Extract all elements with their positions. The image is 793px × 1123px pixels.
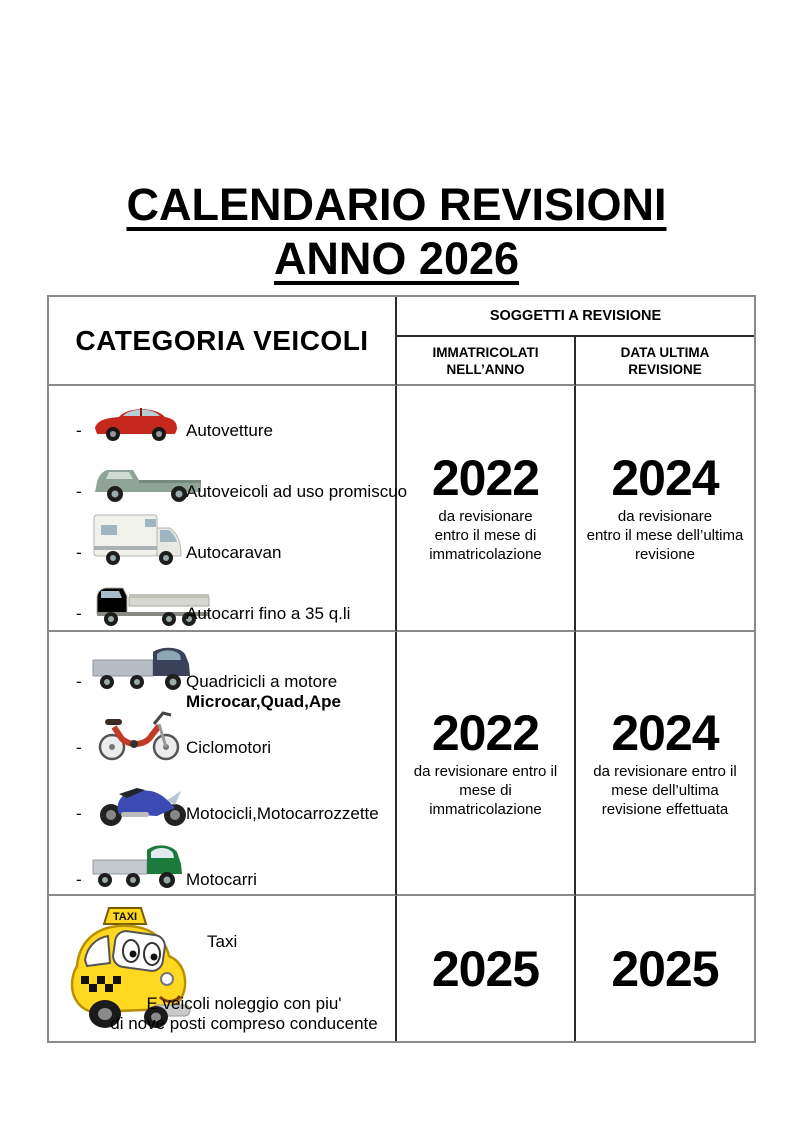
- page-title-line1: CALENDARIO REVISIONI: [126, 179, 667, 230]
- label-quadricicli: Quadricicli a motore Microcar,Quad,Ape: [186, 672, 341, 711]
- motorcycle-image: [89, 774, 195, 828]
- category-item-autovetture: [49, 388, 395, 449]
- category-item-motocicli: [49, 766, 395, 832]
- dash: -: [76, 738, 82, 757]
- row2-ultima-year: 2024: [611, 705, 719, 761]
- camper-image: [89, 511, 186, 567]
- row3-immatricolati-cell: [397, 896, 576, 1041]
- row1-ultima-year: 2024: [611, 450, 719, 506]
- page-title: [0, 178, 793, 286]
- category-item-ciclomotori: [49, 700, 395, 766]
- row-moto-categories: [49, 632, 397, 896]
- label-ciclomotori: Ciclomotori: [186, 738, 272, 757]
- row1-ultima-cell: [576, 386, 754, 632]
- header-immatricolati: IMMATRICOLATI NELL’ANNO: [397, 337, 576, 386]
- row1-immatricolati-cell: [397, 386, 576, 632]
- dash: -: [76, 421, 82, 440]
- label-autoveicoli-promiscuo: Autoveicoli ad uso promiscuo: [186, 482, 408, 501]
- label-motocicli: Motocicli,Motocarrozzette: [186, 804, 379, 823]
- row2-immatricolati-year: 2022: [431, 705, 540, 761]
- dash: -: [76, 604, 82, 623]
- label-motocarri: Motocarri: [186, 870, 257, 889]
- category-item-promiscuo: [49, 449, 408, 510]
- dash: -: [76, 870, 82, 889]
- row2-immatricolati-note: da revisionare entro il mese di immatricolazione: [413, 763, 558, 818]
- moped-image: [89, 706, 187, 762]
- row1-immatricolati-year: 2022: [431, 450, 540, 506]
- row1-ultima-note: da revisionare entro il mese dell’ultima revisione: [586, 508, 744, 563]
- row-auto-categories: [49, 386, 408, 632]
- row2-ultima-cell: [576, 632, 754, 896]
- category-item-quadricicli: [49, 634, 395, 711]
- taxi-sign-label: TAXI: [112, 911, 138, 923]
- row-taxi-category: [49, 896, 397, 1041]
- car-image: [89, 395, 181, 445]
- header-categoria-label: CATEGORIA VEICOLI: [75, 324, 369, 356]
- ape-image: [89, 840, 189, 894]
- header-categoria-veicoli: [49, 297, 397, 386]
- page-title-line2: ANNO 2026: [273, 233, 520, 284]
- dash: -: [76, 482, 82, 501]
- label-autocaravan: Autocaravan: [186, 543, 282, 562]
- header-data-ultima: DATA ULTIMA REVISIONE: [576, 337, 754, 386]
- label-autocarri: Autocarri fino a 35 q.li: [186, 604, 351, 623]
- row2-immatricolati-cell: [397, 632, 576, 896]
- quadricycle-image: [89, 642, 199, 696]
- category-item-autocarri: [49, 571, 395, 632]
- revision-table: [47, 295, 756, 1043]
- row2-ultima-note: da revisionare entro il mese dell’ultima revisione effettuata: [593, 763, 737, 818]
- header-soggetti-a-revisione: [397, 297, 754, 337]
- dash: -: [76, 543, 82, 562]
- row1-immatricolati-note: da revisionare entro il mese di immatricolazione: [429, 508, 542, 563]
- row3-immatricolati-year: 2025: [431, 940, 540, 997]
- dash: -: [76, 672, 82, 691]
- label-taxi: Taxi: [207, 932, 238, 951]
- dash: -: [76, 804, 82, 823]
- category-item-motocarri: [49, 832, 395, 898]
- label-autovetture: Autovetture: [186, 421, 273, 440]
- category-item-autocaravan: [49, 510, 395, 571]
- row3-ultima-cell: [576, 896, 754, 1041]
- label-taxi-noleggio: E veicoli noleggio con piu' di nove posti compreso conducente: [110, 994, 378, 1033]
- header-soggetti-label: SOGGETTI A REVISIONE: [489, 308, 662, 324]
- row3-ultima-year: 2025: [611, 940, 719, 997]
